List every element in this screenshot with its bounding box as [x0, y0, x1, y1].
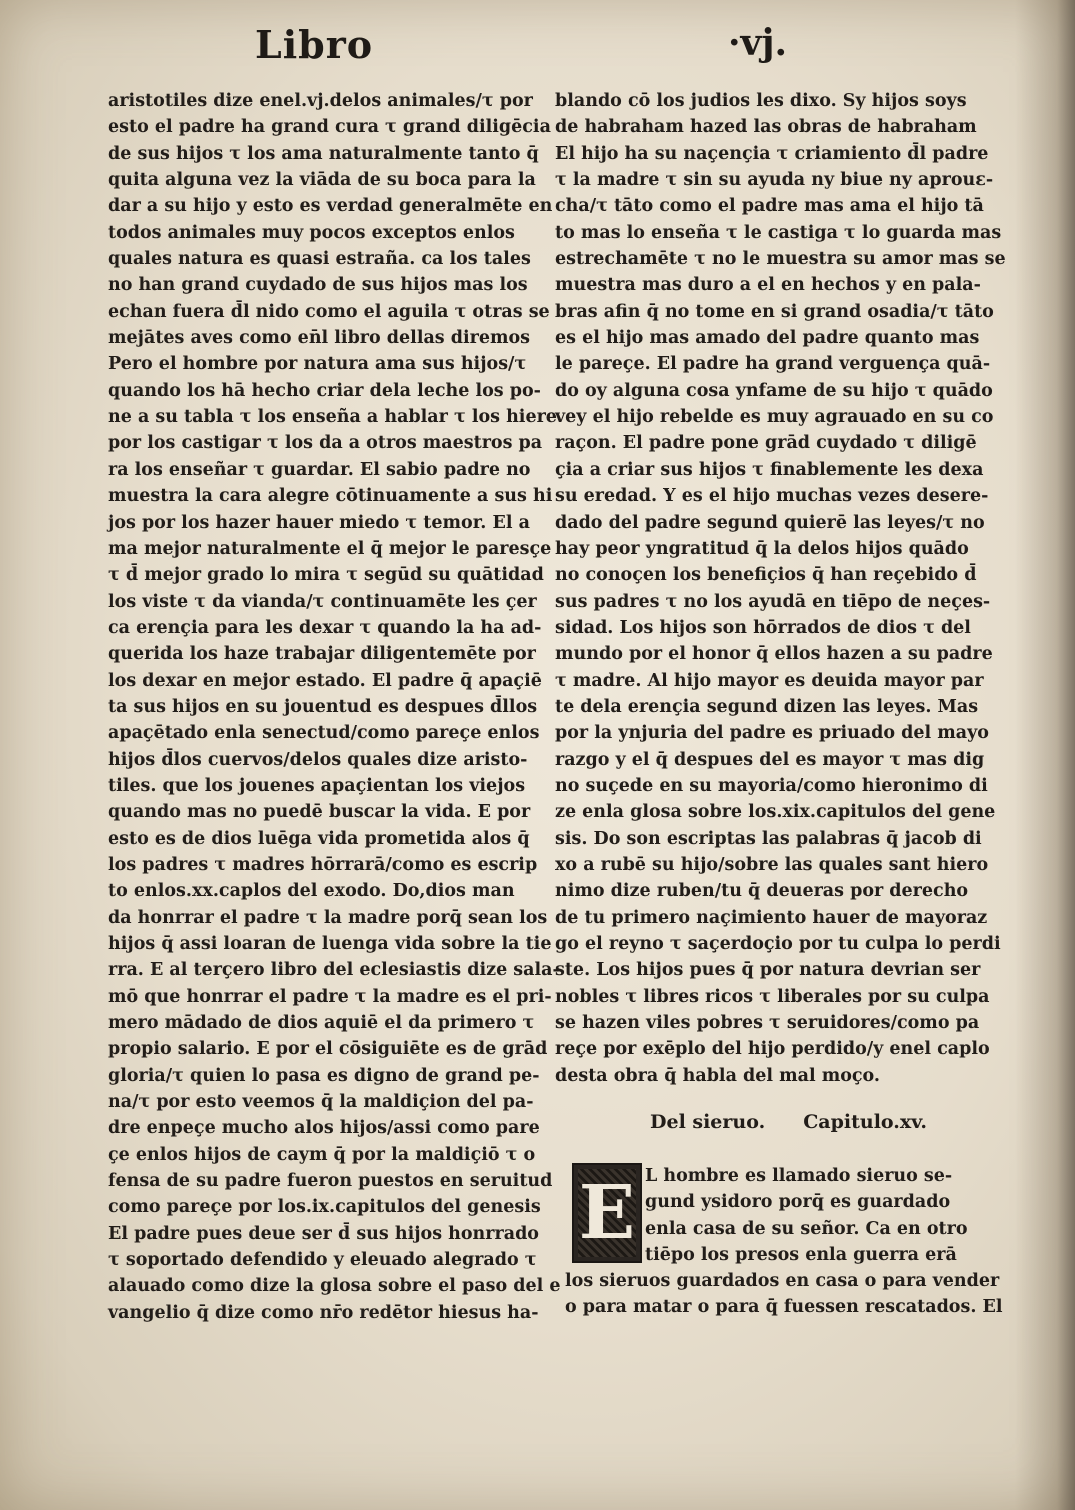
text-line: bras afin q̄ no tome en si grand osadia/τ tāto — [555, 301, 994, 322]
text-line: çia a criar sus hijos τ finablemente les dexa — [555, 459, 984, 480]
text-line: mundo por el honor q̄ ellos hazen a su padre — [555, 644, 993, 665]
text-line: ne a su tabla τ los enseña a hablar τ los hiere — [108, 407, 557, 428]
text-line: es el hijo mas amado del padre quanto mas — [555, 328, 980, 349]
text-line: propio salario. E por el cōsiguiēte es de grād — [108, 1039, 548, 1060]
text-line: apaçētado enla senectud/como pareçe enlos — [108, 723, 540, 744]
text-line: hay peor yngratitud q̄ la delos hijos quādo — [555, 538, 969, 559]
text-line: do oy alguna cosa ynfame de su hijo τ quādo — [555, 380, 993, 401]
text-line: de sus hijos τ los ama naturalmente tanto q̄ — [108, 143, 539, 164]
text-line: xo a rubē su hijo/sobre las quales sant hiero — [555, 854, 989, 875]
text-line: jos por los hazer hauer miedo τ temor. El a — [108, 512, 530, 533]
text-line: querida los haze trabajar diligentemēte por — [108, 644, 536, 665]
text-line: to mas lo enseña τ le castiga τ lo guarda mas — [555, 222, 1002, 243]
text-line: vey el hijo rebelde es muy agrauado en su co — [555, 407, 994, 428]
text-line: mō que honrrar el padre τ la madre es el pri- — [108, 986, 552, 1007]
text-line: vangelio q̄ dize como nr̄o redētor hiesus ha- — [108, 1302, 539, 1323]
text-line: ste. Los hijos pues q̄ por natura devrian ser — [555, 960, 981, 981]
chapter-heading — [650, 1111, 950, 1133]
text-line: no conoçen los benefiçios q̄ han reçebido d̄ — [555, 565, 977, 586]
text-line: esto el padre ha grand cura τ grand diligēcia — [108, 117, 551, 138]
left-text-column — [108, 88, 561, 1326]
text-line: El hijo ha su naçençia τ criamiento d̄l padre — [555, 143, 989, 164]
text-line: por la ynjuria del padre es priuado del mayo — [555, 723, 989, 744]
folio-number: ·vj. — [728, 22, 788, 64]
text-line: El padre pues deue ser d̄ sus hijos honrrado — [108, 1223, 539, 1244]
text-line: rra. E al terçero libro del eclesiastis dize sala- — [108, 960, 560, 981]
text-line: tiēpo los presos enla guerra erā — [645, 1244, 957, 1265]
text-line: todos animales muy pocos exceptos enlos — [108, 222, 515, 243]
text-line: esto es de dios luēga vida prometida alos q̄ — [108, 828, 530, 849]
initial-letter: E — [578, 1170, 636, 1256]
text-line: los sieruos guardados en casa o para vender — [565, 1271, 1000, 1292]
text-line: Pero el hombre por natura ama sus hijos/τ — [108, 354, 527, 375]
text-line: hijos d̄los cuervos/delos quales dize aristo- — [108, 749, 528, 770]
text-line: por los castigar τ los da a otros maestros pa — [108, 433, 543, 454]
text-line: fensa de su padre fueron puestos en seruitud — [108, 1171, 553, 1192]
text-line: te dela erençia segund dizen las leyes. Mas — [555, 696, 979, 717]
text-line: reçe por exēplo del hijo perdido/y enel caplo — [555, 1039, 990, 1060]
text-line: ze enla glosa sobre los.xix.capitulos del gene — [555, 802, 996, 823]
text-line: to enlos.xx.caplos del exodo. Do,dios man — [108, 881, 515, 902]
text-line: quales natura es quasi estraña. ca los tales — [108, 249, 531, 270]
text-line: τ la madre τ sin su ayuda ny biue ny aprouε- — [555, 170, 994, 191]
text-line: na/τ por esto veemos q̄ la maldiçion del pa- — [108, 1092, 534, 1113]
text-line: muestra mas duro a el en hechos y en pala- — [555, 275, 981, 296]
text-line: muestra la cara alegre cōtinuamente a sus hi — [108, 486, 553, 507]
text-line: go el reyno τ saçerdoçio por tu culpa lo perdi — [555, 934, 1001, 954]
running-head-title: Libro — [255, 22, 374, 67]
text-line: mero mādado de dios aquiē el da primero τ — [108, 1013, 535, 1034]
text-line: le pareçe. El padre ha grand verguença quā- — [555, 354, 991, 375]
text-line: sidad. Los hijos son hōrrados de dios τ del — [555, 617, 971, 638]
text-line: razgo y el q̄ despues del es mayor τ mas dig — [555, 749, 985, 770]
text-line: raçon. El padre pone grād cuydado τ diligē — [555, 433, 977, 454]
text-line: nobles τ libres ricos τ liberales por su culpa — [555, 986, 990, 1007]
text-line: ca erençia para les dexar τ quando la ha ad- — [108, 617, 542, 638]
text-line: no han grand cuydado de sus hijos mas los — [108, 275, 528, 296]
text-line: ra los enseñar τ guardar. El sabio padre no — [108, 459, 531, 480]
text-line: sus padres τ no los ayudā en tiēpo de neçes- — [555, 591, 991, 612]
text-line: alauado como dize la glosa sobre el paso del e — [108, 1276, 561, 1297]
text-line: blando cō los judios les dixo. Sy hijos soys — [555, 91, 967, 111]
text-line: como pareçe por los.ix.capitulos del genesis — [108, 1197, 541, 1218]
text-line: los padres τ madres hōrrarā/como es escrip — [108, 854, 538, 875]
text-line: no suçede en su mayoria/como hieronimo di — [555, 775, 988, 796]
text-line: quando los hā hecho criar dela leche los po- — [108, 380, 541, 401]
text-line: τ d̄ mejor grado lo mira τ segūd su quātidad — [108, 565, 544, 586]
text-line: çe enlos hijos de caym q̄ por la maldiçiō τ o — [108, 1144, 536, 1165]
text-line: estrechamēte τ no le muestra su amor mas se — [555, 249, 1006, 270]
text-line: los viste τ da vianda/τ continuamēte les çer — [108, 591, 537, 612]
text-line: sis. Do son escriptas las palabras q̄ jacob di — [555, 828, 982, 849]
text-line: dado del padre segund quierē las leyes/τ no — [555, 512, 985, 533]
text-line: ta sus hijos en su jouentud es despues d̄llos — [108, 696, 538, 717]
text-line: su eredad. Y es el hijo muchas vezes desere- — [555, 486, 989, 507]
text-line: hijos q̄ assi loaran de luenga vida sobre la tie — [108, 934, 552, 954]
chapter-number: Capitulo.xv. — [803, 1111, 927, 1133]
text-line: dre enpeçe mucho alos hijos/assi como pare — [108, 1118, 540, 1139]
text-line: quita alguna vez la viāda de su boca para la — [108, 170, 536, 191]
text-line: gund ysidoro porq̄ es guardado — [645, 1192, 951, 1213]
text-line: los dexar en mejor estado. El padre q̄ apaçiē — [108, 670, 542, 691]
text-line: o para matar o para q̄ fuessen rescatados. El — [565, 1297, 1003, 1318]
text-line: desta obra q̄ habla del mal moço. — [555, 1065, 881, 1086]
page-edge-shadow — [1015, 0, 1075, 1510]
text-line: aristotiles dize enel.vj.delos animales/τ por — [108, 91, 533, 111]
text-line: nimo dize ruben/tu q̄ deueras por derecho — [555, 881, 969, 902]
text-line: quando mas no puedē buscar la vida. E por — [108, 802, 531, 823]
text-line: mejātes aves como en̄l libro dellas diremos — [108, 328, 531, 349]
chapter-title: Del sieruo. — [650, 1111, 766, 1133]
text-line: τ madre. Al hijo mayor es deuida mayor par — [555, 670, 984, 691]
text-line: de tu primero naçimiento hauer de mayoraz — [555, 907, 988, 928]
text-line: de habraham hazed las obras de habraham — [555, 117, 977, 138]
text-line: L hombre es llamado sieruo se- — [645, 1166, 953, 1186]
text-line: τ soportado defendido y eleuado alegrado τ — [108, 1250, 537, 1271]
text-line: gloria/τ quien lo pasa es digno de grand pe- — [108, 1065, 540, 1086]
text-line: ma mejor naturalmente el q̄ mejor le paresçe — [108, 538, 552, 559]
text-line: dar a su hijo y esto es verdad generalmēte en — [108, 196, 553, 217]
text-line: echan fuera d̄l nido como el aguila τ otras se — [108, 301, 550, 322]
text-line: enla casa de su señor. Ca en otro — [645, 1218, 968, 1239]
text-line: da honrrar el padre τ la madre porq̄ sean los — [108, 907, 548, 928]
text-line: tiles. que los jouenes apaçientan los viejos — [108, 775, 526, 796]
right-text-column — [555, 88, 1006, 1089]
text-line: se hazen viles pobres τ seruidores/como pa — [555, 1013, 980, 1034]
chapter-text — [565, 1163, 1003, 1321]
text-line: cha/τ tāto como el padre mas ama el hijo tā — [555, 196, 984, 217]
